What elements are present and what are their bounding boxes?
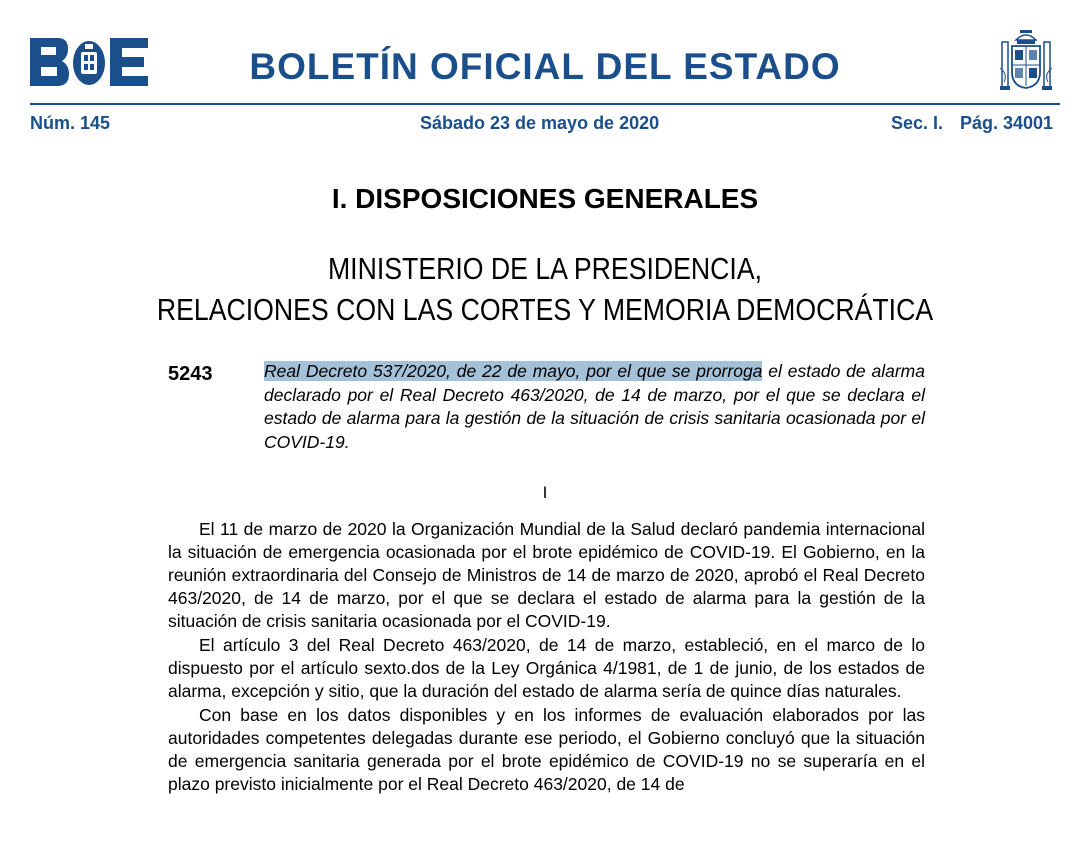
ministry-heading (76, 248, 1013, 330)
document-title-rest[interactable]: el estado de alarma declarado por el Real Decreto 463/2020, de 14 de marzo, por el que se declara el estado de alarma para la gestión de la situación de crisis sanitaria ocasionada por el COVID-19. (264, 361, 925, 452)
coat-of-arms-icon (1000, 28, 1052, 94)
ministry-line-2: RELACIONES CON LAS CORTES Y MEMORIA DEMOCRÁTICA (156, 292, 934, 327)
paragraph: El artículo 3 del Real Decreto 463/2020, de 14 de marzo, estableció, en el marco de lo dispuesto por el artículo sexto.dos de la Ley Orgánica 4/1981, de 1 de junio, de los estados de alarma, excepción y sitio, que la duración del estado de alarma sería de quince días naturales. (168, 635, 925, 701)
masthead-title: BOLETÍN OFICIAL DEL ESTADO (249, 46, 841, 87)
issue-number: Núm. 145 (30, 113, 111, 133)
document-number: 5243 (168, 363, 213, 385)
paragraph: Con base en los datos disponibles y en los informes de evaluación elaborados por las autoridades competentes delegadas durante ese periodo, el Gobierno concluyó que la situación de emergencia sanitaria generada por el brote epidémico de COVID-19 no se superaría en el plazo previsto inicialmente por el Real Decreto 463/2020, de 14 de (168, 705, 925, 794)
document-title[interactable] (264, 360, 925, 454)
section-title: I. DISPOSICIONES GENERALES (331, 183, 759, 214)
boe-logo (30, 38, 148, 86)
page-number: Pág. 34001 (960, 113, 1054, 133)
part-heading: I (542, 483, 548, 502)
issue-date: Sábado 23 de mayo de 2020 (420, 113, 660, 133)
section-label: Sec. I. (891, 113, 944, 133)
paragraph: El 11 de marzo de 2020 la Organización Mundial de la Salud declaró pandemia internacional la situación de emergencia ocasionada por el brote epidémico de COVID-19. El Gobierno, en la reunión extraordinaria del Consejo de Ministros de 14 de marzo de 2020, aprobó el Real Decreto 463/2020, de 14 de marzo, por el que se declara el estado de alarma para la gestión de la situación de crisis sanitaria ocasionada por el COVID-19. (168, 519, 925, 631)
body-text (168, 518, 925, 797)
selected-text[interactable]: Real Decreto 537/2020, de 22 de mayo, por el que se prorroga (264, 361, 763, 381)
header-rule (30, 103, 1060, 105)
ministry-line-1: MINISTERIO DE LA PRESIDENCIA, (327, 251, 763, 286)
